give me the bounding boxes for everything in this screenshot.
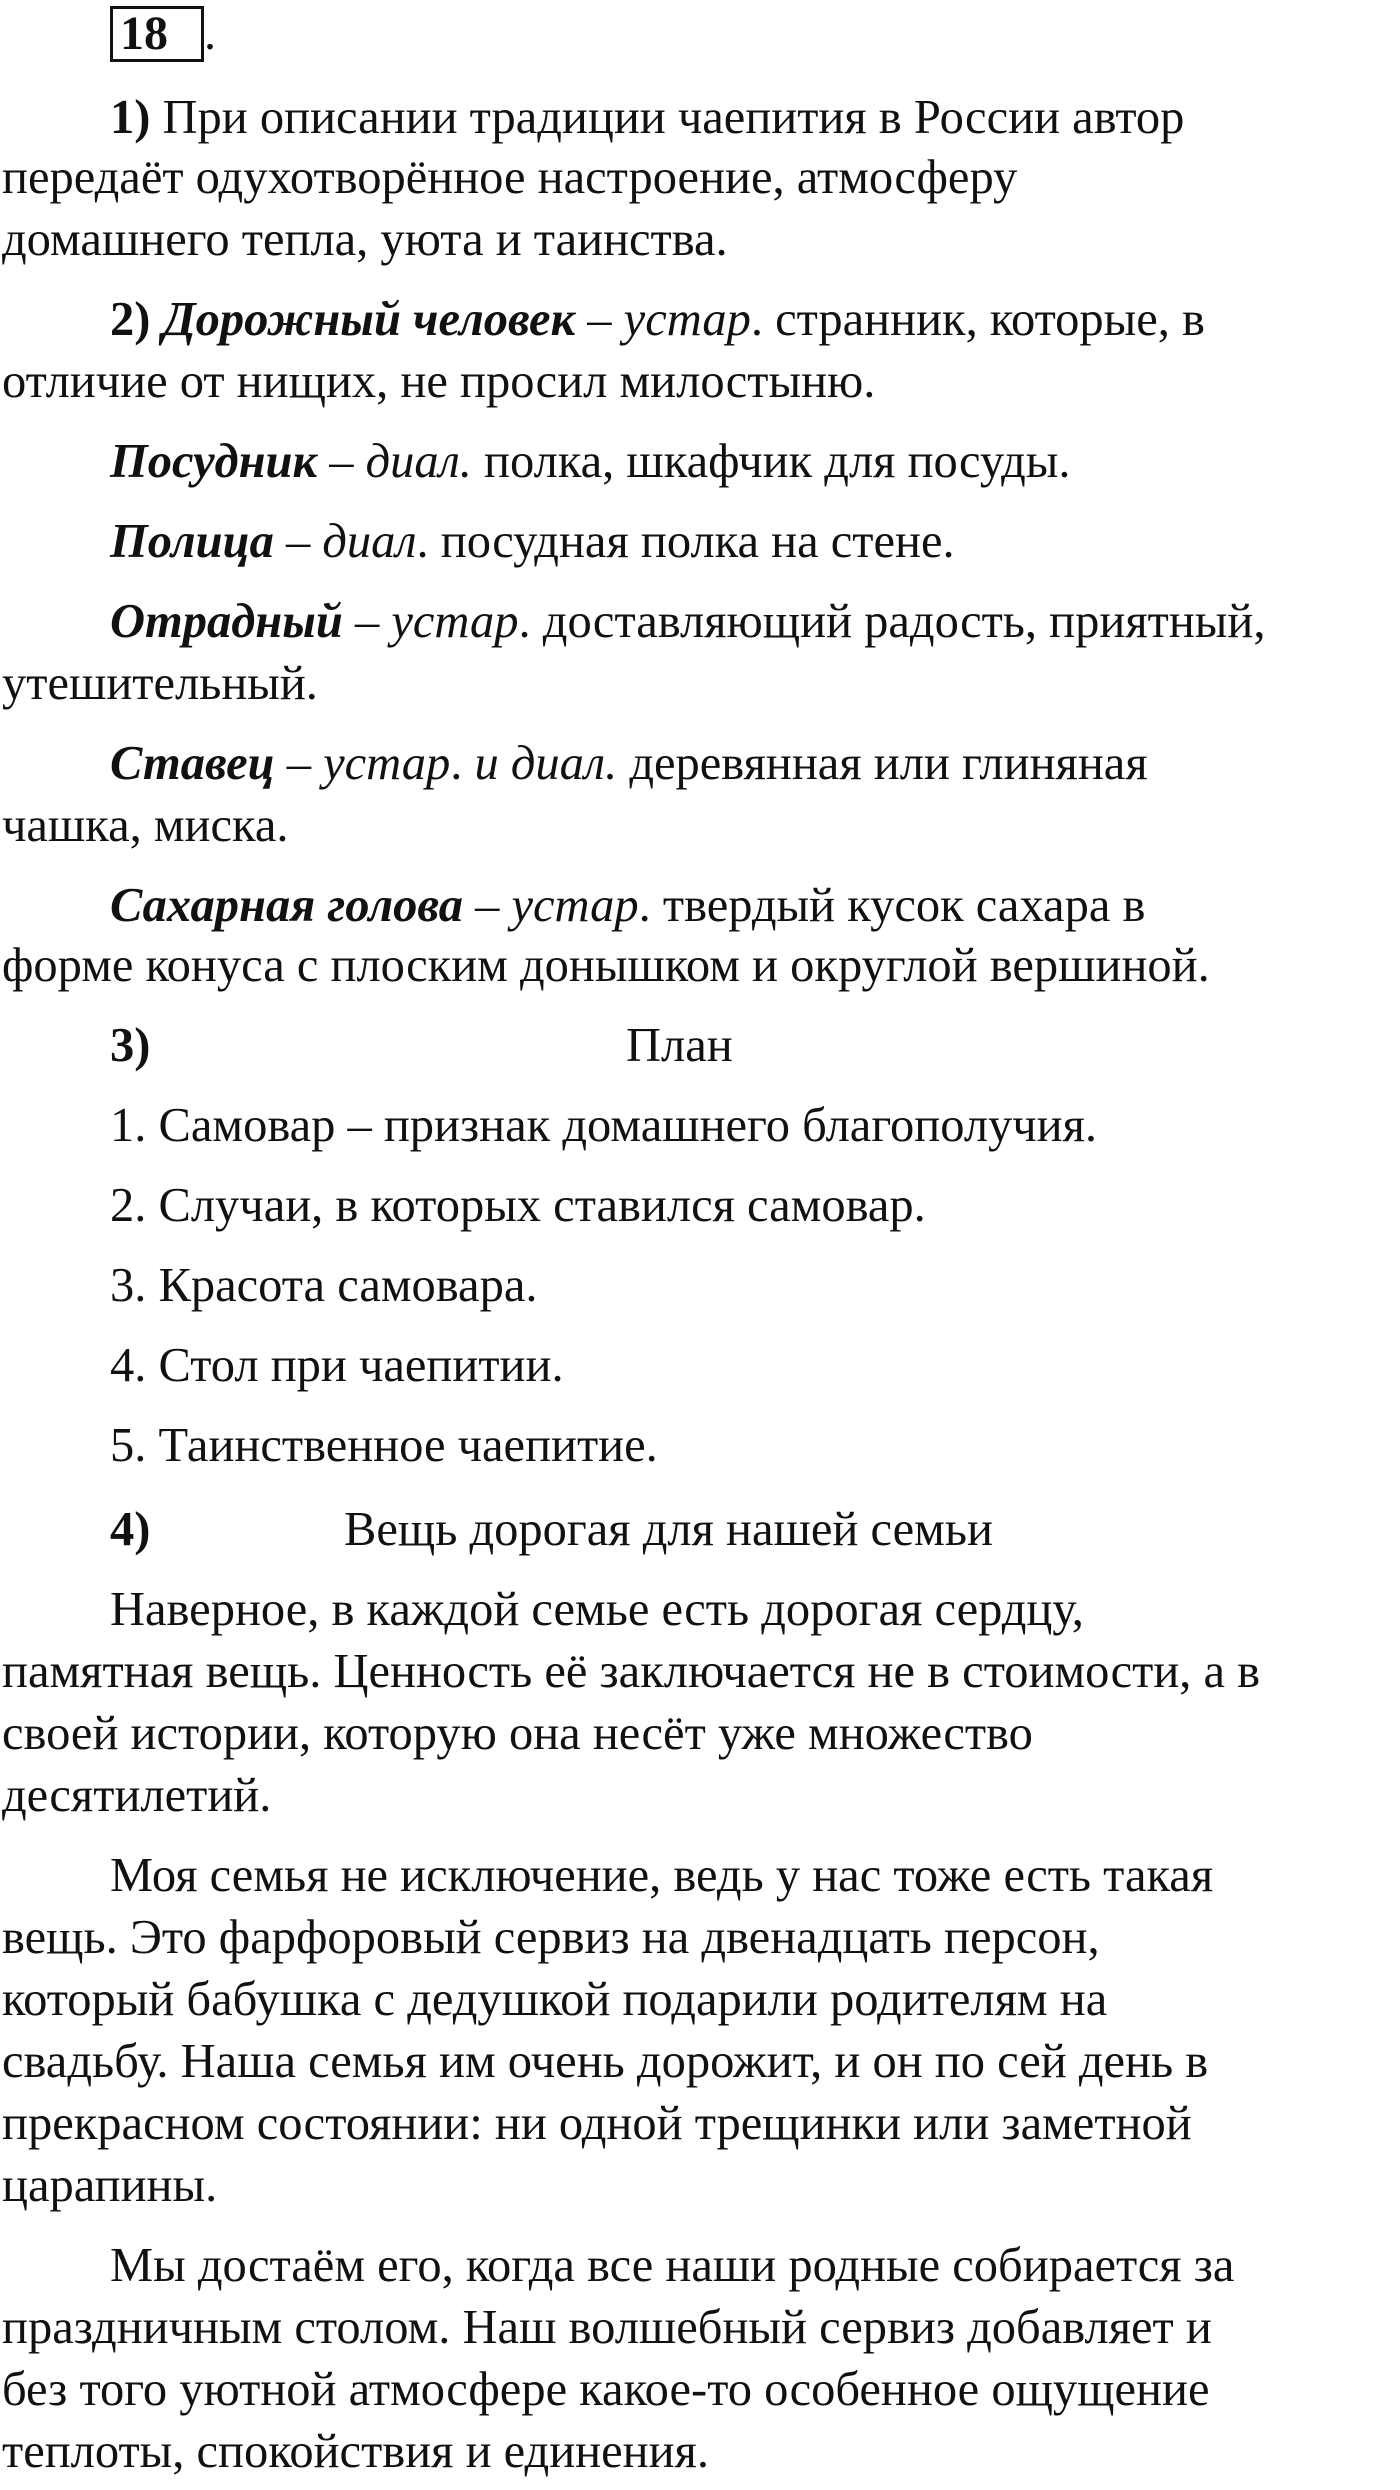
mark-i-dial: и диал. xyxy=(474,737,618,790)
part4-label: 4) xyxy=(110,1503,151,1556)
mark-ustar: устар xyxy=(623,293,751,346)
plan-item-3: 3. Красота самовара. xyxy=(110,1259,538,1312)
mark-dial: диал. xyxy=(365,435,472,488)
definition: полка, шкафчик для посуды. xyxy=(484,435,1071,488)
essay-title: Вещь дорогая для нашей семьи xyxy=(344,1503,993,1556)
part2-label: 2) xyxy=(110,293,151,346)
part2-entry-saharnaya-cont: форме конуса с плоским донышком и округлой вершиной. xyxy=(2,939,1210,992)
essay-p3-line-3: без того уютной атмосфере какое-то особенное ощущение xyxy=(2,2363,1210,2416)
part2-entry-polica xyxy=(110,512,955,572)
dash: – xyxy=(285,515,311,568)
part2-entry-posudnik xyxy=(110,432,1070,492)
part2-entry-saharnaya xyxy=(110,876,1145,936)
essay-p1-line-2: памятная вещь. Ценность её заключается не в стоимости, а в xyxy=(2,1645,1261,1698)
task-number: 18 xyxy=(120,7,168,60)
plan-item-1: 1. Самовар – признак домашнего благополучия. xyxy=(110,1099,1098,1152)
plan-item-2: 2. Случаи, в которых ставился самовар. xyxy=(110,1179,926,1232)
dash: – xyxy=(475,879,500,932)
term-saharnaya-golova: Сахарная голова xyxy=(110,879,463,932)
essay-p1-line-1: Наверное, в каждой семье есть дорогая сердцу, xyxy=(110,1583,1084,1636)
mark-dot: . xyxy=(416,515,429,568)
definition: странник, которые, в xyxy=(775,293,1205,346)
part3-label: 3) xyxy=(110,1019,151,1072)
term-stavec: Ставец xyxy=(110,737,275,790)
mark-dot: . xyxy=(450,737,463,790)
mark-dial: диал xyxy=(322,515,417,568)
dash: – xyxy=(329,435,354,488)
part2-entry-otradny-cont: утешительный. xyxy=(2,657,318,710)
essay-p3-line-2: праздничным столом. Наш волшебный сервиз добавляет и xyxy=(2,2301,1212,2354)
term-dorozhny: Дорожный человек xyxy=(162,293,576,346)
part1-line-3: домашнего тепла, уюта и таинства. xyxy=(2,213,728,266)
part1-line-1 xyxy=(110,88,1184,148)
essay-p3-line-4: теплоты, спокойствия и единения. xyxy=(2,2425,709,2478)
mark-dot: . xyxy=(750,293,763,346)
essay-p2-line-6: царапины. xyxy=(2,2159,218,2212)
dash: – xyxy=(286,737,311,790)
mark-ustar: устар xyxy=(391,595,519,648)
essay-p2-line-3: который бабушка с дедушкой подарили родителям на xyxy=(2,1973,1108,2026)
mark-dot: . xyxy=(638,879,651,932)
plan-item-4: 4. Стол при чаепитии. xyxy=(110,1339,564,1392)
dash: – xyxy=(355,595,380,648)
part1-label: 1) xyxy=(110,91,151,144)
term-polica: Полица xyxy=(110,515,274,568)
definition: доставляющий радость, приятный, xyxy=(542,595,1266,648)
mark-ustar: устар xyxy=(323,737,451,790)
definition: посудная полка на стене. xyxy=(440,515,955,568)
essay-p1-line-3: своей истории, которую она несёт уже множество xyxy=(2,1707,1033,1760)
part2-entry-dorozhny xyxy=(110,290,1205,350)
part3-title: План xyxy=(626,1019,733,1072)
part2-entry-otradny xyxy=(110,592,1265,652)
definition: деревянная или глиняная xyxy=(629,737,1148,790)
part1-text-1: При описании традиции чаепития в России автор xyxy=(162,91,1185,144)
mark-ustar: устар xyxy=(511,879,639,932)
dash: – xyxy=(587,293,612,346)
essay-p2-line-4: свадьбу. Наша семья им очень дорожит, и он по сей день в xyxy=(2,2035,1209,2088)
essay-p2-line-5: прекрасном состоянии: ни одной трещинки или заметной xyxy=(2,2097,1192,2150)
part2-entry-stavec-cont: чашка, миска. xyxy=(2,799,289,852)
term-posudnik: Посудник xyxy=(110,435,318,488)
essay-p3-line-1: Мы достаём его, когда все наши родные собирается за xyxy=(110,2239,1235,2292)
plan-item-5: 5. Таинственное чаепитие. xyxy=(110,1419,658,1472)
term-otradny: Отрадный xyxy=(110,595,343,648)
part1-line-2: передаёт одухотворённое настроение, атмосферу xyxy=(2,151,1018,204)
task-number-dot: . xyxy=(204,7,216,60)
mark-dot: . xyxy=(518,595,531,648)
essay-p2-line-2: вещь. Это фарфоровый сервиз на двенадцать персон, xyxy=(2,1911,1100,1964)
essay-p2-line-1: Моя семья не исключение, ведь у нас тоже есть такая xyxy=(110,1849,1214,1902)
part2-entry-stavec xyxy=(110,734,1148,794)
part2-entry-dorozhny-cont: отличие от нищих, не просил милостыню. xyxy=(2,355,876,408)
definition: твердый кусок сахара в xyxy=(662,879,1146,932)
essay-p1-line-4: десятилетий. xyxy=(2,1769,272,1822)
